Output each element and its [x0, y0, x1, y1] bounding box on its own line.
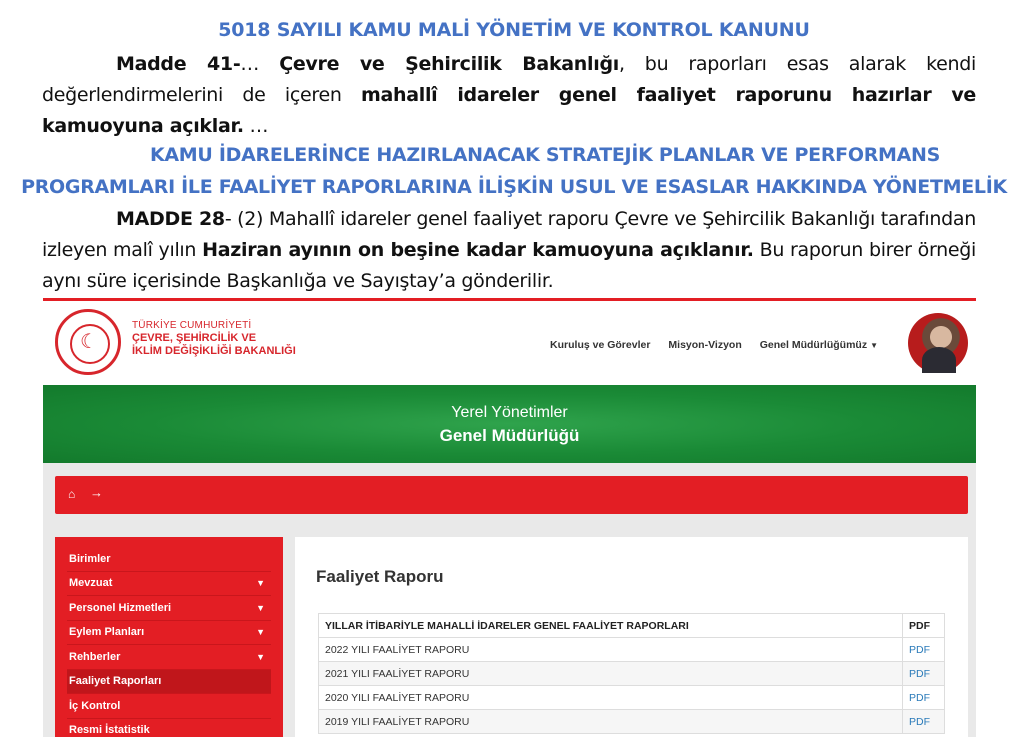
- pdf-link[interactable]: PDF: [909, 667, 930, 680]
- top-navigation: [550, 339, 878, 351]
- nav-kurulus[interactable]: Kuruluş ve Görevler: [550, 339, 651, 351]
- site-header: [43, 301, 976, 385]
- caret-down-icon: ▼: [256, 627, 265, 638]
- law-heading: 5018 SAYILI KAMU MALİ YÖNETİM VE KONTROL KANUNU: [218, 19, 810, 41]
- crescent-star-icon: ☾: [80, 331, 98, 353]
- column-header-pdf: PDF: [903, 614, 945, 638]
- ministry-title: TÜRKİYE CUMHURİYETİ ÇEVRE, ŞEHİRCİLİK VE İKLİM DEĞİŞİKLİĞİ BAKANLIĞI: [132, 320, 296, 357]
- ministry-name: Çevre ve Şehircilik Bakanlığı: [279, 53, 619, 75]
- ministry-logo-icon[interactable]: [55, 309, 121, 375]
- article-41-bold-text: mahallî idareler genel faaliyet raporunu hazırlar ve kamuoyuna açıklar.: [42, 84, 976, 137]
- page-title: Faaliyet Raporu: [316, 567, 444, 586]
- article-41-paragraph: Madde 41-… Çevre ve Şehircilik Bakanlığı, bu raporları esas alarak kendi değerlendirmelerini de içeren mahallî idareler genel faaliyet raporunu hazırlar ve kamuoyuna açıklar. …: [42, 53, 976, 137]
- pdf-link[interactable]: PDF: [909, 715, 930, 728]
- banner-line1: Yerel Yönetimler: [451, 404, 568, 421]
- caret-down-icon: ▼: [256, 602, 265, 613]
- pdf-link[interactable]: PDF: [909, 643, 930, 656]
- directorate-banner: [43, 385, 976, 463]
- caret-down-icon: ▼: [256, 578, 265, 589]
- table-row: [319, 638, 945, 662]
- sidebar-item-birimler[interactable]: Birimler: [67, 547, 271, 572]
- nav-misyon-vizyon[interactable]: Misyon-Vizyon: [668, 339, 742, 351]
- content-panel: [295, 537, 968, 737]
- sidebar-menu: [55, 537, 283, 737]
- table-header-row: [319, 614, 945, 638]
- breadcrumb: [55, 476, 968, 514]
- ataturk-portrait-icon: [908, 313, 968, 373]
- report-name: 2021 YILI FAALİYET RAPORU: [319, 662, 903, 686]
- table-row: [319, 686, 945, 710]
- article-41-label: Madde 41-: [116, 53, 241, 75]
- pdf-link[interactable]: PDF: [909, 691, 930, 704]
- nav-genel-mudurlugumuz[interactable]: Genel Müdürlüğümüz ▼: [759, 339, 878, 351]
- banner-line2: Genel Müdürlüğü: [439, 426, 580, 445]
- regulation-heading-line2: PROGRAMLARI İLE FAALİYET RAPORLARINA İLİŞKİN USUL VE ESASLAR HAKKINDA YÖNETMELİK: [21, 176, 1007, 198]
- article-28-bold-text: Haziran ayının on beşine kadar kamuoyuna açıklanır.: [202, 239, 754, 261]
- table-row: [319, 662, 945, 686]
- reports-table: [318, 613, 945, 734]
- caret-down-icon: ▼: [256, 651, 265, 662]
- article-28-label: MADDE 28: [116, 208, 225, 230]
- caret-down-icon: ▼: [870, 341, 878, 350]
- arrow-right-icon: →: [90, 485, 103, 500]
- column-header-title: YILLAR İTİBARİYLE MAHALLİ İDARELER GENEL FAALİYET RAPORLARI: [319, 614, 903, 638]
- regulation-heading-line1: KAMU İDARELERİNCE HAZIRLANACAK STRATEJİK PLANLAR VE PERFORMANS: [149, 144, 941, 166]
- sidebar-item-faaliyet[interactable]: Faaliyet Raporları: [67, 670, 271, 695]
- home-icon[interactable]: ⌂: [68, 487, 76, 501]
- sidebar-item-istatistik[interactable]: Resmi İstatistik: [67, 719, 271, 737]
- sidebar-item-eylem[interactable]: Eylem Planları ▼: [67, 621, 271, 646]
- sidebar-item-personel[interactable]: Personel Hizmetleri ▼: [67, 596, 271, 621]
- report-name: 2020 YILI FAALİYET RAPORU: [319, 686, 903, 710]
- sidebar-item-rehberler[interactable]: Rehberler ▼: [67, 645, 271, 670]
- table-row: [319, 710, 945, 734]
- article-28-paragraph: MADDE 28- (2) Mahallî idareler genel faaliyet raporu Çevre ve Şehircilik Bakanlığı tarafından izleyen malî yılın Haziran ayının on beşine kadar kamuoyuna açıklanır. Bu raporun birer örneği aynı süre içerisinde Başkanlığa ve Sayıştay’a gönderilir.: [42, 208, 977, 292]
- report-name: 2022 YILI FAALİYET RAPORU: [319, 638, 903, 662]
- sidebar-item-mevzuat[interactable]: Mevzuat ▼: [67, 572, 271, 597]
- sidebar-item-ic-kontrol[interactable]: İç Kontrol: [67, 694, 271, 719]
- ministry-website-screenshot: [43, 298, 976, 737]
- report-name: 2019 YILI FAALİYET RAPORU: [319, 710, 903, 734]
